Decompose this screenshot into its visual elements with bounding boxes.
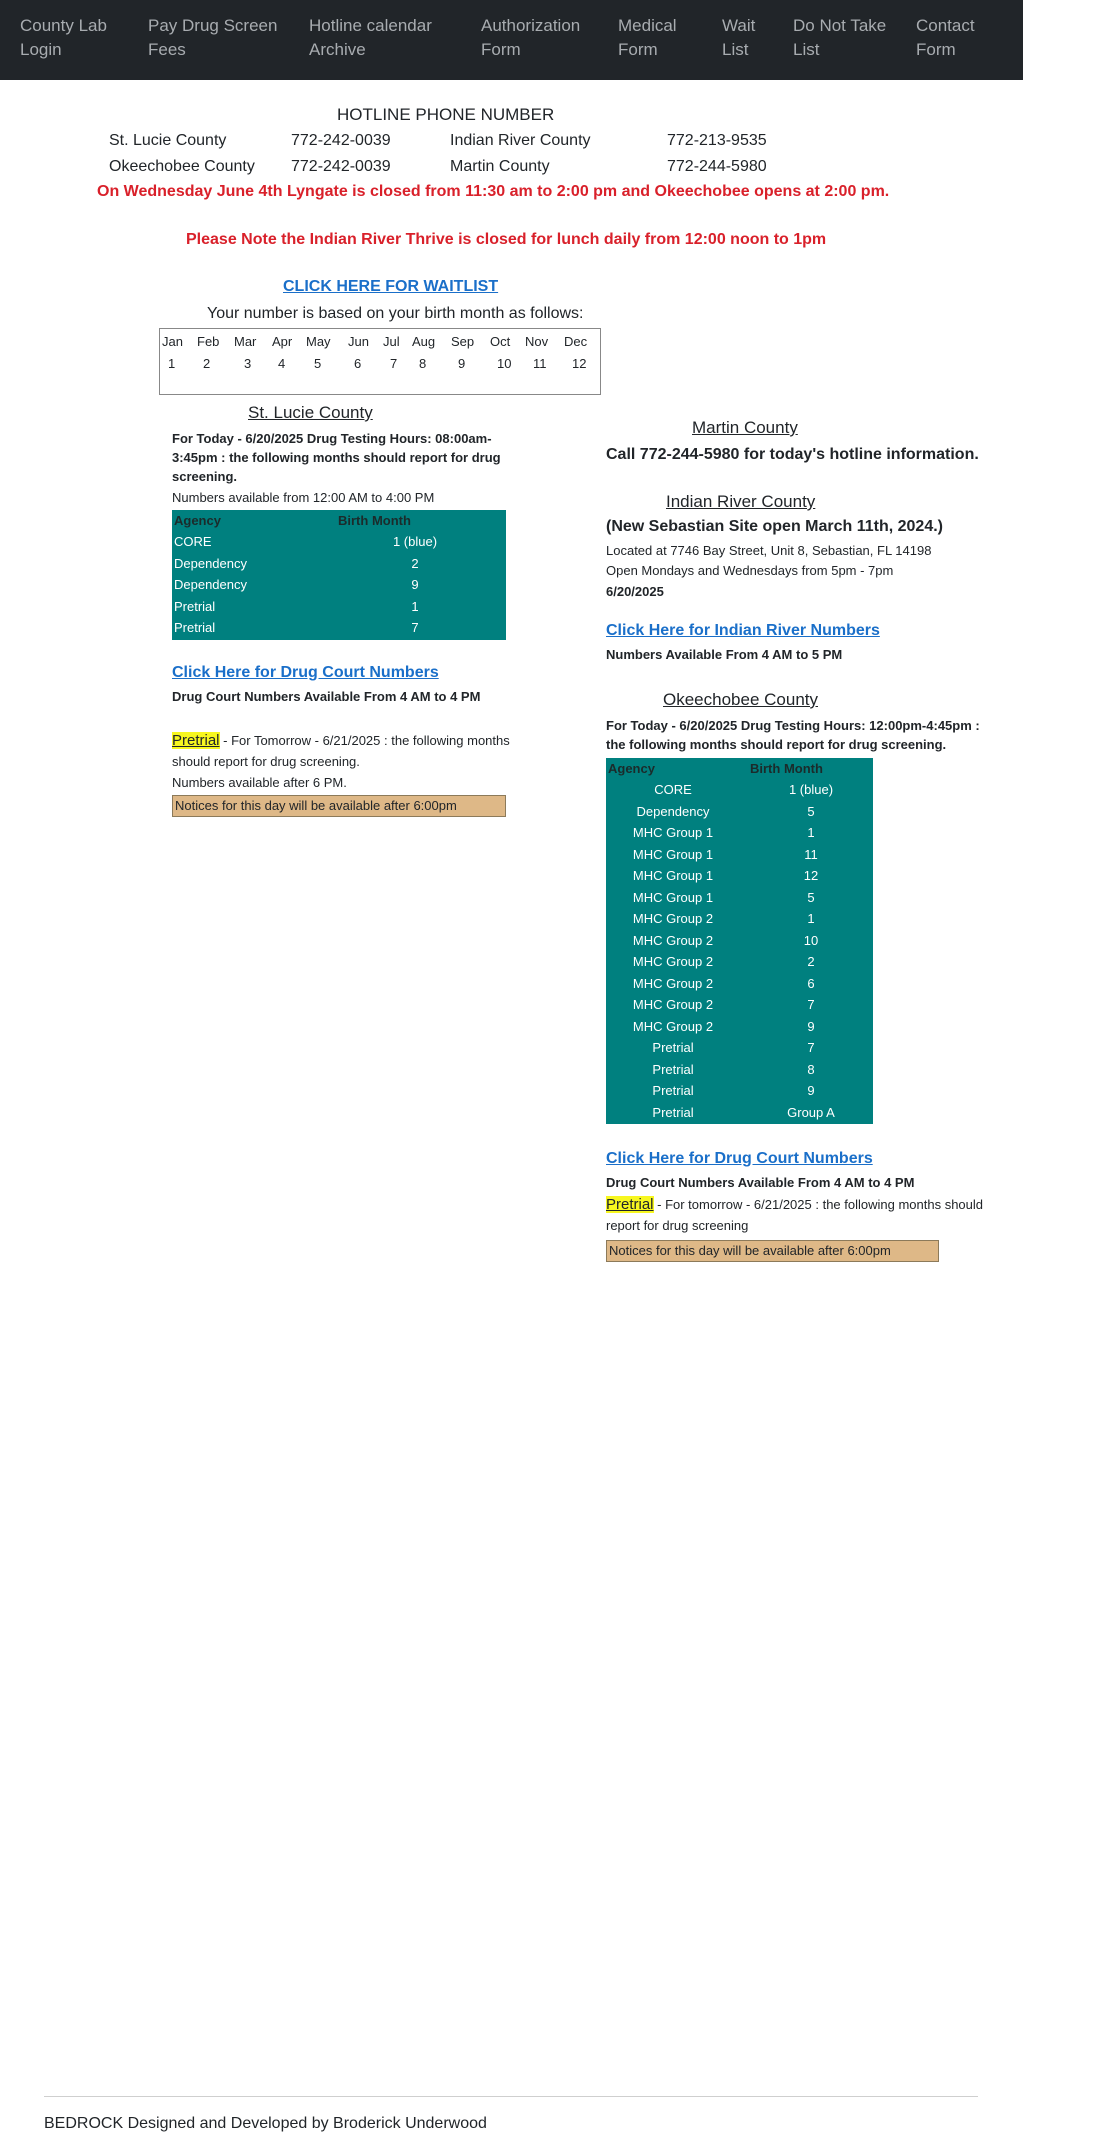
martin-call: Call 772-244-5980 for today's hotline information. [606,446,979,463]
table-cell-agency: Pretrial [174,620,216,635]
nav-medical-form[interactable]: Medical Form [618,16,677,59]
table-cell-birth-month: 9 [807,1083,815,1098]
table-cell-agency: Pretrial [652,1083,694,1098]
table-header-birth-month: Birth Month [338,513,411,528]
table-cell-birth-month: 7 [807,997,815,1012]
table-cell-agency: MHC Group 1 [632,825,714,840]
month-label: Jun [348,334,369,349]
table-cell-birth-month: 8 [807,1061,815,1077]
okeechobee-heading: Okeechobee County [663,690,818,709]
nav-contact-form[interactable]: Contact Form [916,16,975,59]
hotline-phone: 772-244-5980 [667,158,767,175]
nav-do-not-take-list[interactable]: Do Not Take List [793,16,887,59]
month-number: 10 [497,356,512,371]
nav-wait-list[interactable]: Wait List [722,16,756,59]
month-number: 1 [168,356,176,371]
nav-county-lab-login[interactable]: County Lab Login [20,16,107,59]
month-label: Mar [234,334,257,349]
hotline-county: Martin County [450,158,550,175]
table-header-birth-month: Birth Month [750,761,823,776]
okeechobee-tomorrow: Pretrial - For tomorrow - 6/21/2025 : the following months should report for drug screening [606,1196,984,1233]
table-header-agency: Agency [174,513,221,528]
birth-month-table [159,328,601,395]
table-cell-birth-month: 1 (blue) [392,534,438,549]
waitlist-link[interactable]: CLICK HERE FOR WAITLIST [283,278,499,295]
table-cell-agency: MHC Group 2 [632,1018,714,1034]
indianriver-new-site: (New Sebastian Site open March 11th, 2024.) [606,518,943,535]
table-cell-birth-month: 1 [807,911,815,926]
month-number: 11 [533,356,547,371]
table-cell-birth-month: Group A [787,1104,835,1120]
martin-heading: Martin County [692,418,798,437]
hotline-phone: 772-242-0039 [291,132,391,149]
nav-pay-drug-screen-fees[interactable]: Pay Drug Screen Fees [148,16,278,59]
month-label: Jan [162,334,183,349]
month-label: Sep [451,334,475,349]
table-cell-agency: Dependency [174,555,247,571]
month-number: 8 [419,356,427,371]
stlucie-agency-table [172,510,506,640]
stlucie-notice: Notices for this day will be available after 6:00pm [172,795,506,817]
birth-month-note: Your number is based on your birth month as follows: [207,305,584,322]
table-cell-agency: CORE [654,782,692,797]
month-number: 12 [572,356,587,371]
table-cell-agency: Pretrial [652,1040,694,1055]
lunch-alert: Please Note the Indian River Thrive is closed for lunch daily from 12:00 noon to 1pm [186,231,827,248]
stlucie-heading: St. Lucie County [248,403,373,422]
indianriver-location: Located at 7746 Bay Street, Unit 8, Sebastian, FL 14198 [606,543,932,558]
table-cell-agency: Pretrial [174,598,216,614]
table-cell-birth-month: 5 [807,803,815,819]
table-cell-agency: MHC Group 1 [632,868,714,883]
table-cell-birth-month: 7 [807,1040,815,1055]
table-cell-agency: MHC Group 2 [632,975,714,991]
hotline-phone: 772-242-0039 [291,158,391,175]
table-cell-agency: Pretrial [652,1061,694,1077]
table-cell-agency: MHC Group 2 [632,954,714,969]
stlucie-tomorrow: Pretrial - For Tomorrow - 6/21/2025 : the following months should report for drug screening. Numbers available after 6 PM. [172,732,510,790]
month-number: 5 [314,356,322,371]
hotline-county: Okeechobee County [109,158,255,175]
pretrial-highlight: Pretrial [606,1196,654,1213]
stlucie-numbers-available: Numbers available from 12:00 AM to 4:00 PM [172,490,435,505]
month-label: Oct [490,334,511,349]
table-cell-agency: MHC Group 1 [632,846,714,862]
indianriver-open-hours: Open Mondays and Wednesdays from 5pm - 7pm [606,563,894,578]
top-navbar [0,0,1023,80]
month-label: Jul [383,334,400,349]
stlucie-today-hours: For Today - 6/20/2025 Drug Testing Hours: 08:00am- 3:45pm : the following months should report for drug screening. [172,431,501,484]
month-number: 2 [203,356,211,371]
pretrial-highlight: Pretrial [172,732,220,749]
okeechobee-drug-court-hours: Drug Court Numbers Available From 4 AM to 4 PM [606,1175,915,1190]
hotline-title: HOTLINE PHONE NUMBER [337,105,555,124]
table-cell-agency: MHC Group 1 [632,889,714,905]
table-cell-agency: MHC Group 2 [632,932,714,948]
footer-credit: BEDROCK Designed and Developed by Broderick Underwood [44,2115,487,2132]
table-cell-birth-month: 7 [411,620,419,635]
okeechobee-today-hours: For Today - 6/20/2025 Drug Testing Hours: 12:00pm-4:45pm : the following months should report for drug screening. [606,718,980,752]
nav-hotline-calendar-archive[interactable]: Hotline calendar Archive [309,16,432,59]
month-label: Nov [525,334,549,349]
indianriver-date: 6/20/2025 [606,584,664,599]
table-cell-agency: Pretrial [652,1104,694,1120]
hotline-county: St. Lucie County [109,132,227,149]
table-cell-birth-month: 11 [804,846,818,862]
table-cell-agency: MHC Group 2 [632,997,714,1012]
stlucie-drug-court-hours: Drug Court Numbers Available From 4 AM to 4 PM [172,689,481,704]
okeechobee-notice: Notices for this day will be available after 6:00pm [606,1240,939,1262]
table-cell-birth-month: 5 [807,889,815,905]
table-cell-birth-month: 1 [411,598,419,614]
table-cell-birth-month: 2 [411,555,419,571]
table-cell-agency: Dependency [636,803,710,819]
table-cell-birth-month: 12 [803,868,819,883]
stlucie-drug-court-link[interactable]: Click Here for Drug Court Numbers [172,664,439,681]
footer-divider [44,2096,978,2097]
table-cell-birth-month: 6 [807,975,815,991]
table-cell-agency: MHC Group 2 [632,911,714,926]
table-cell-birth-month: 1 (blue) [788,782,834,797]
month-number: 6 [354,356,362,371]
table-cell-birth-month: 1 [807,825,815,840]
table-cell-agency: CORE [174,534,212,549]
month-label: Dec [564,334,588,349]
table-cell-agency: Dependency [174,577,247,592]
month-number: 3 [244,356,252,371]
table-cell-birth-month: 10 [803,932,819,948]
table-cell-birth-month: 9 [807,1018,815,1034]
closure-alert: On Wednesday June 4th Lyngate is closed from 11:30 am to 2:00 pm and Okeechobee opens at 2:00 pm. [97,183,890,200]
nav-authorization-form[interactable]: Authorization Form [481,16,581,59]
okeechobee-agency-table [606,758,873,1124]
table-cell-birth-month: 2 [807,954,815,969]
month-label: May [306,334,331,349]
hotline-phone: 772-213-9535 [667,132,767,149]
month-number: 7 [390,356,398,371]
okeechobee-drug-court-link[interactable]: Click Here for Drug Court Numbers [606,1150,873,1167]
month-label: Feb [197,334,220,349]
month-number: 9 [458,356,466,371]
indianriver-heading: Indian River County [666,492,816,511]
hotline-county: Indian River County [450,132,591,149]
indianriver-numbers-available: Numbers Available From 4 AM to 5 PM [606,647,843,662]
indianriver-numbers-link[interactable]: Click Here for Indian River Numbers [606,622,880,639]
table-cell-birth-month: 9 [411,577,419,592]
table-header-agency: Agency [608,761,655,776]
month-number: 4 [278,356,286,371]
month-label: Apr [272,334,293,349]
month-label: Aug [412,334,436,349]
